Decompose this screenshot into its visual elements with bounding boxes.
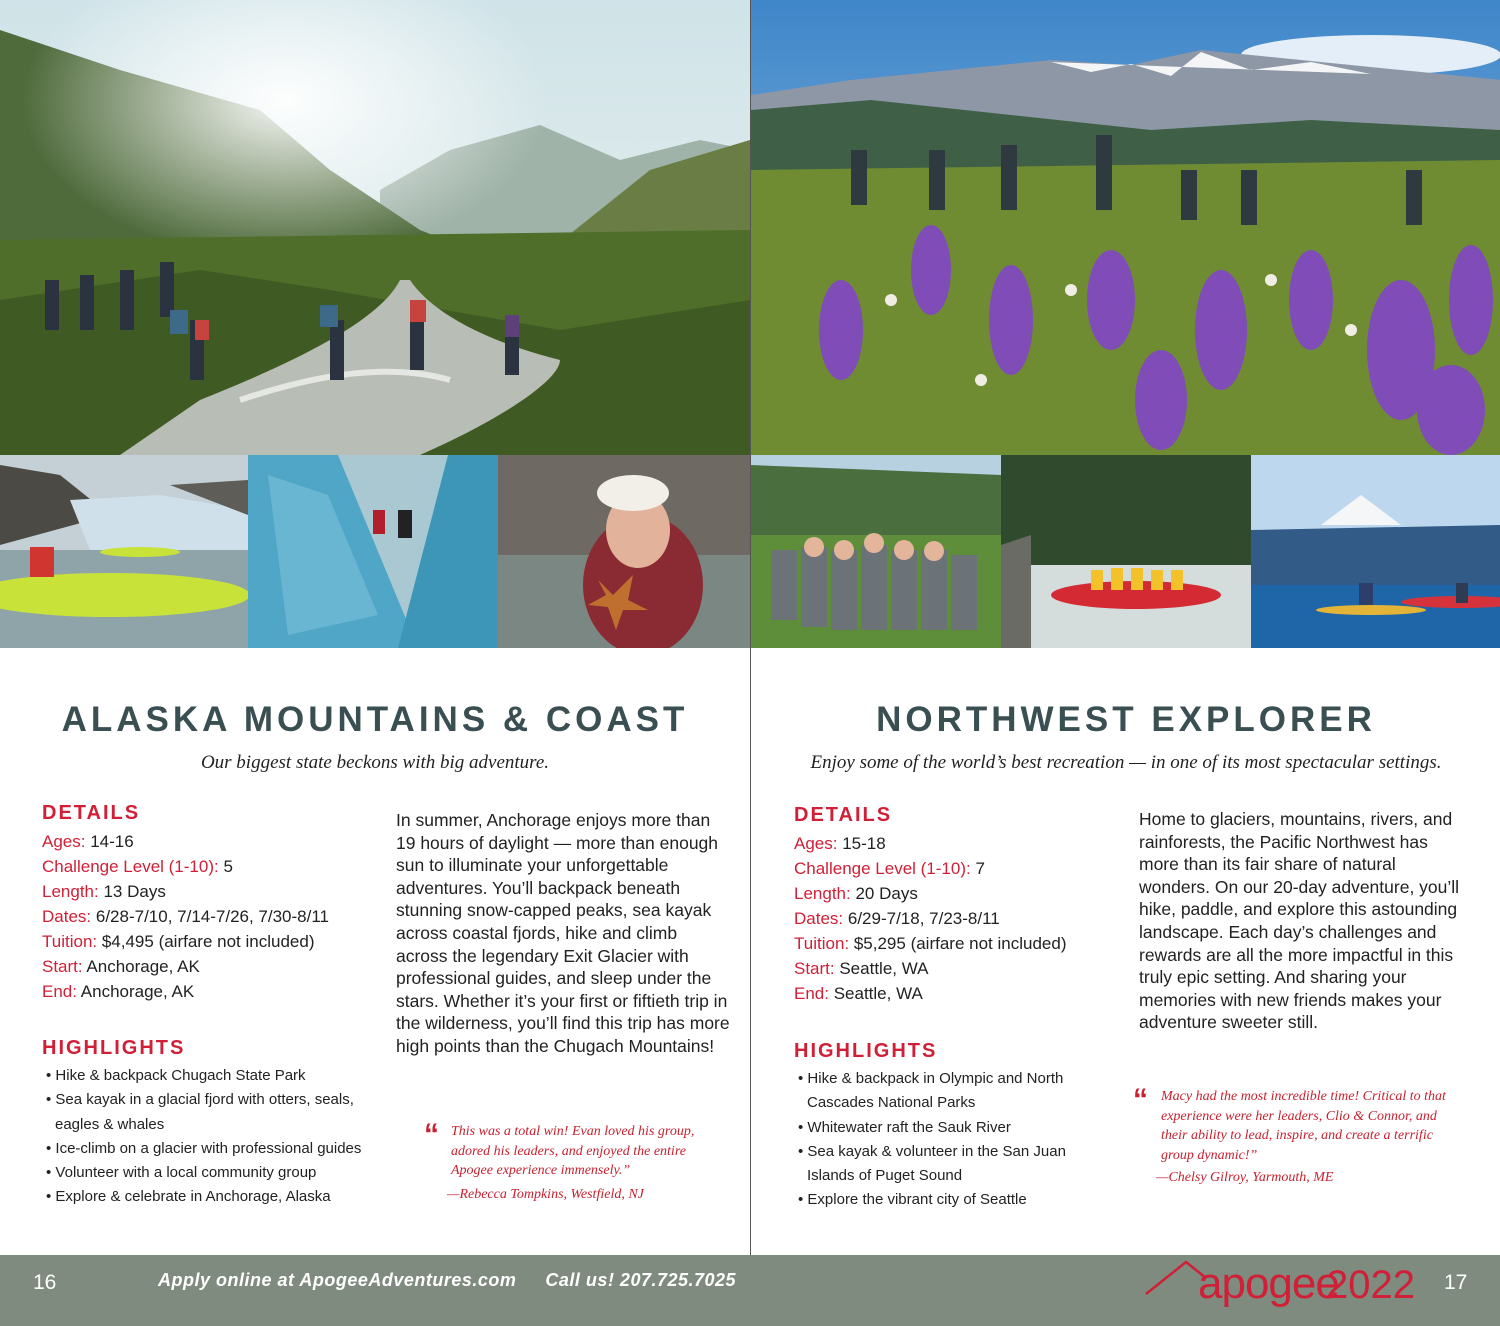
detail-ages: Ages: 15-18 — [794, 834, 886, 853]
page-number-right: 17 — [1444, 1271, 1468, 1294]
highlight-item: • Sea kayak & volunteer in the San Juan Islands of Puget Sound — [798, 1142, 1066, 1185]
quote-mark-icon: “ — [424, 1118, 439, 1151]
detail-start: Start: Anchorage, AK — [42, 957, 200, 976]
call-phone-link[interactable]: Call us! 207.725.7025 — [545, 1270, 737, 1290]
trip-tagline: Our biggest state beckons with big adventure. — [200, 752, 550, 773]
trip-tagline: Enjoy some of the world’s best recreation — in one of its most spectacular settings. — [810, 752, 1442, 773]
photo-whitewater-raft — [1001, 455, 1251, 648]
highlight-item: • Explore the vibrant city of Seattle — [798, 1191, 1027, 1209]
photo-kayak-glacier — [0, 455, 248, 648]
detail-challenge-level: Challenge Level (1-10): 7 — [794, 859, 985, 878]
trip-title: ALASKA MOUNTAINS & COAST — [61, 700, 689, 739]
photo-kayak-mountain — [1251, 455, 1500, 648]
highlight-item: • Whitewater raft the Sauk River — [798, 1118, 1011, 1136]
testimonial-quote: Macy had the most incredible time! Critical to that experience were her leaders, Clio & Connor, and their ability to lead, inspire, and create a terrific group dynamic!” — [1161, 1089, 1446, 1163]
highlight-item: • Sea kayak in a glacial fjord with otters, seals, eagles & whales — [46, 1091, 354, 1133]
highlight-item: • Volunteer with a local community group — [46, 1164, 317, 1182]
details-section — [42, 802, 382, 1004]
highlights-heading: HIGHLIGHTS — [42, 1037, 186, 1059]
hero-photo-wildflower-meadow — [751, 0, 1500, 455]
hero-photo-alaska-hikers — [0, 0, 750, 455]
detail-ages: Ages: 14-16 — [42, 832, 134, 851]
trip-description: In summer, Anchorage enjoys more than 19 hours of daylight — more than enough sun to illuminate your unforgettable adventures. You’ll backpack beneath stunning snow-capped peaks, sea kayak across coastal fjords, hike and climb across the legendary Exit Glacier with professional guides, and sleep under the stars. Whether it’s your first or fiftieth trip in the wilderness, you’ll find this trip has more high points than the Chugach Mountains! — [396, 810, 730, 1056]
logo-wordmark: apogee — [1198, 1259, 1339, 1308]
right-page — [750, 0, 1500, 1255]
apply-online-link[interactable]: Apply online at ApogeeAdventures.com — [158, 1270, 517, 1290]
highlights-section — [794, 1040, 1094, 1213]
detail-end: End: Anchorage, AK — [42, 982, 195, 1001]
highlights-section — [42, 1037, 387, 1210]
highlight-item: • Hike & backpack in Olympic and North Cascades National Parks — [798, 1070, 1064, 1112]
footer-contact — [158, 1270, 736, 1291]
detail-start: Start: Seattle, WA — [794, 959, 929, 978]
details-heading: DETAILS — [794, 804, 893, 826]
page-number-left: 16 — [33, 1271, 57, 1294]
highlights-heading: HIGHLIGHTS — [794, 1040, 938, 1062]
highlight-item: • Explore & celebrate in Anchorage, Alaska — [46, 1188, 331, 1206]
quote-mark-icon: “ — [1133, 1083, 1148, 1116]
apogee-logo — [1140, 1255, 1430, 1326]
left-page — [0, 0, 750, 1255]
testimonial-author: —Rebecca Tompkins, Westfield, NJ — [447, 1187, 644, 1202]
highlight-item: • Hike & backpack Chugach State Park — [46, 1067, 306, 1084]
testimonial-author: —Chelsy Gilroy, Yarmouth, ME — [1156, 1170, 1334, 1185]
detail-dates: Dates: 6/28-7/10, 7/14-7/26, 7/30-8/11 — [42, 907, 329, 926]
photo-girl-starfish — [498, 455, 750, 648]
detail-tuition: Tuition: $4,495 (airfare not included) — [42, 932, 315, 951]
detail-end: End: Seattle, WA — [794, 984, 923, 1003]
testimonial-quote: This was a total win! Evan loved his group, adored his leaders, and enjoyed the entire Apogee experience immensely.” — [451, 1124, 695, 1178]
detail-challenge-level: Challenge Level (1-10): 5 — [42, 857, 233, 876]
highlight-item: • Ice-climb on a glacier with professional guides — [46, 1139, 362, 1157]
details-heading: DETAILS — [42, 802, 141, 824]
detail-tuition: Tuition: $5,295 (airfare not included) — [794, 934, 1067, 953]
logo-year: 2022 — [1326, 1263, 1415, 1307]
photo-group-hikers — [751, 455, 1001, 648]
trip-description: Home to glaciers, mountains, rivers, and rainforests, the Pacific Northwest has more than its fair share of natural wonders. On our 20-day adventure, you’ll hike, paddle, and explore this astounding landscape. Each day’s challenges and rewards are all the more impactful in this truly epic setting. And sharing your memories with new friends makes your adventure sweeter still. — [1139, 809, 1460, 1033]
detail-length: Length: 20 Days — [794, 884, 918, 903]
photo-ice-climbing — [248, 455, 498, 648]
detail-length: Length: 13 Days — [42, 882, 166, 901]
detail-dates: Dates: 6/29-7/18, 7/23-8/11 — [794, 909, 1000, 928]
details-section — [794, 804, 1134, 1006]
trip-title: NORTHWEST EXPLORER — [876, 700, 1376, 739]
